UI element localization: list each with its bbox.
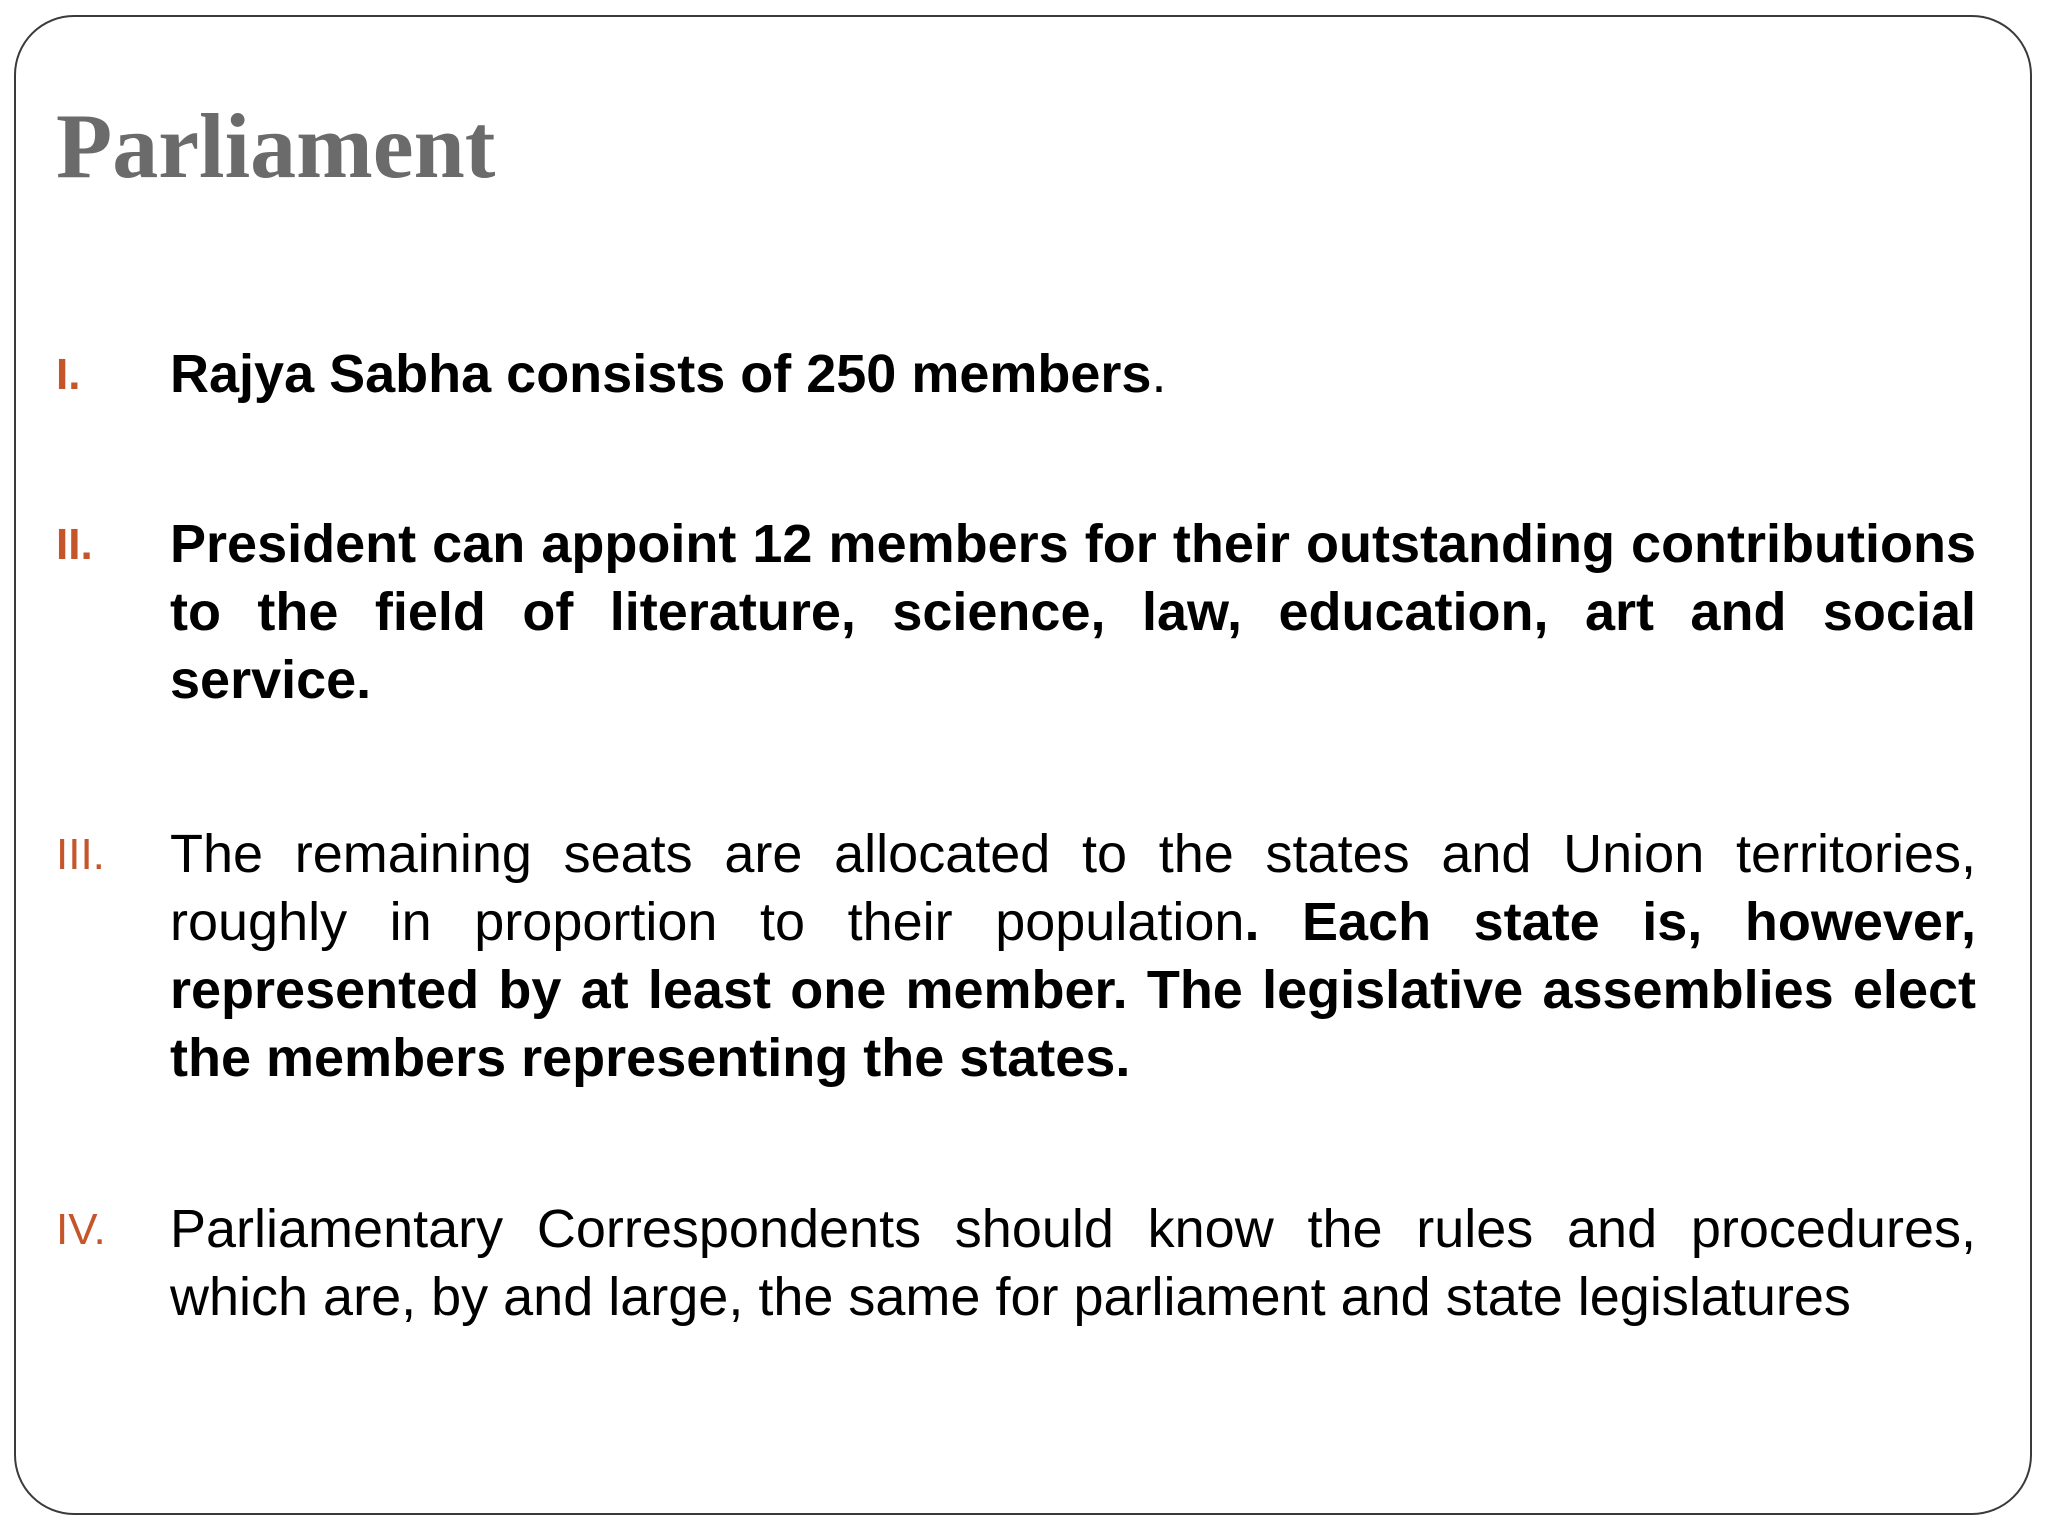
bullet-numeral-4: IV. bbox=[56, 1205, 106, 1254]
bullet-text-1 bbox=[170, 340, 1976, 408]
bullet-text-4-part-1: Parliamentary Correspondents should know the rules and procedures, which are, by and large, the same for parliament and state legislatures bbox=[170, 1199, 1976, 1327]
bullet-text-2 bbox=[170, 510, 1976, 714]
bullet-text-3-part-2: . Each state is, however, represented by at least one member. The legislative assemblies elect the members representing the states. bbox=[170, 892, 1976, 1088]
bullet-numeral-3: III. bbox=[56, 830, 105, 879]
bullet-text-4 bbox=[170, 1195, 1976, 1331]
bullet-numeral-2: II. bbox=[56, 520, 93, 569]
bullet-text-2-part-1: President can appoint 12 members for their outstanding contributions to the field of literature, science, law, education, art and social service. bbox=[170, 514, 1976, 710]
bullet-text-1-part-1: Rajya Sabha consists of 250 members bbox=[170, 344, 1152, 404]
slide-title: Parliament bbox=[56, 95, 496, 197]
bullet-text-1-part-2: . bbox=[1151, 344, 1167, 404]
bullet-text-3-part-1: The remaining seats are allocated to the states and Union territories, roughly in proportion to their population bbox=[170, 824, 1976, 952]
bullet-text-3 bbox=[170, 820, 1976, 1092]
bullet-numeral-1: I. bbox=[56, 350, 81, 399]
